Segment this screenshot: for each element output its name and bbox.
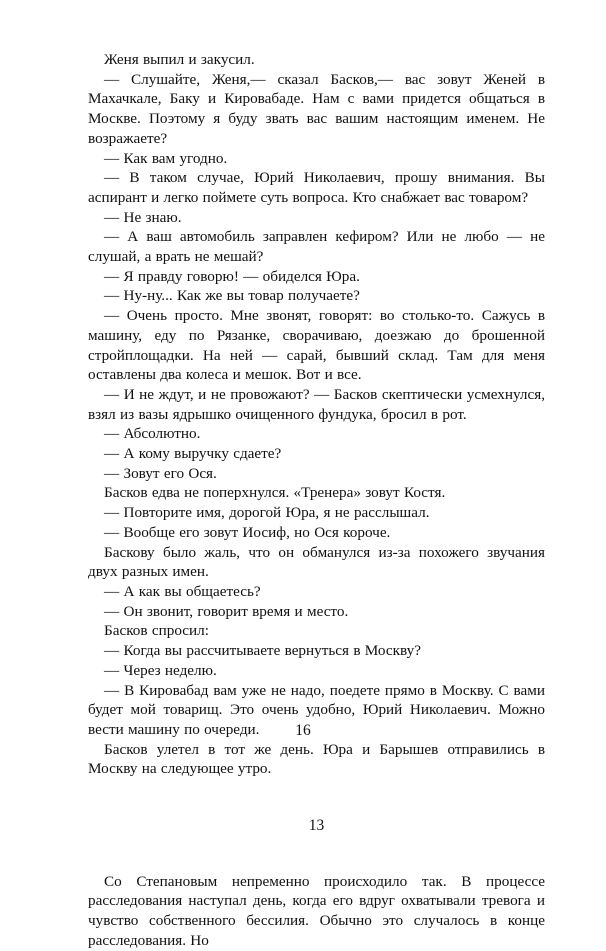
paragraph: — Он звонит, говорит время и место. [104,602,349,620]
paragraph: Баскову было жаль, что он обманулся из-за похожего звучания двух разных имен. [88,543,545,581]
paragraph: — Абсолютно. [104,425,201,443]
paragraph: — А как вы общаетесь? [104,582,261,600]
paragraph: — Зовут его Ося. [104,464,217,482]
paragraph: Басков спросил: [104,622,209,640]
text-block-bottom [88,872,545,951]
paragraph: — Когда вы рассчитываете вернуться в Москву? [104,642,422,660]
text-block-top [88,50,545,779]
paragraph: — Слушайте, Женя,— сказал Басков,— вас зовут Женей в Махачкале, Баку и Кировабаде. Нам с вами придется общаться в Москве. Поэтому я буду звать вас вашим настоящим именем. Не возражаете? [88,70,545,147]
paragraph: Басков едва не поперхнулся. «Тренера» зовут Костя. [104,484,446,502]
paragraph: — В Кировабад вам уже не надо, поедете прямо в Москву. С вами будет мой товарищ. Это очень удобно, Юрий Николаевич. Можно вести машину по очереди. [88,681,545,738]
paragraph: — А кому выручку сдаете? [104,445,282,463]
paragraph: Басков улетел в тот же день. Юра и Барышев отправились в Москву на следующее утро. [88,740,545,778]
paragraph: — Вообще его зовут Иосиф, но Ося короче. [104,523,391,541]
paragraph: — Повторите имя, дорогой Юра, я не расслышал. [104,504,430,522]
paragraph: — Не знаю. [104,208,182,226]
paragraph: — В таком случае, Юрий Николаевич, прошу внимания. Вы аспирант и легко поймете суть вопроса. Кто снабжает вас товаром? [88,169,545,206]
chapter-heading: 13 [308,817,325,835]
book-page [88,50,545,951]
paragraph: Женя выпил и закусил. [104,51,255,68]
paragraph: — И не ждут, и не провожают? — Басков скептически усмехнулся, взял из вазы ядрышко очищенного фундука, бросил в рот. [88,385,545,423]
paragraph: Со Степановым непременно происходило так. В процессе расследования наступал день, когда его вдруг охватывали тревога и чувство собственного бессилия. Обычно это случалось в конце расследования. Но [88,872,545,949]
paragraph: — Как вам угодно. [104,149,228,167]
page-number: 16 [295,722,311,739]
paragraph: — Я правду говорю! — обиделся Юра. [104,267,360,285]
paragraph: — Ну-ну... Как же вы товар получаете? [104,287,360,305]
paragraph: — А ваш автомобиль заправлен кефиром? Или не любо — не слушай, а врать не мешай? [88,228,545,266]
paragraph: — Очень просто. Мне звонят, говорят: во столько-то. Сажусь в машину, еду по Рязанке, сворачиваю, доезжаю до брошенной стройплощадки. На ней — сарай, бывший склад. Там для меня оставлены два колеса и мешок. Вот и все. [88,307,545,384]
paragraph: — Через неделю. [104,661,217,679]
